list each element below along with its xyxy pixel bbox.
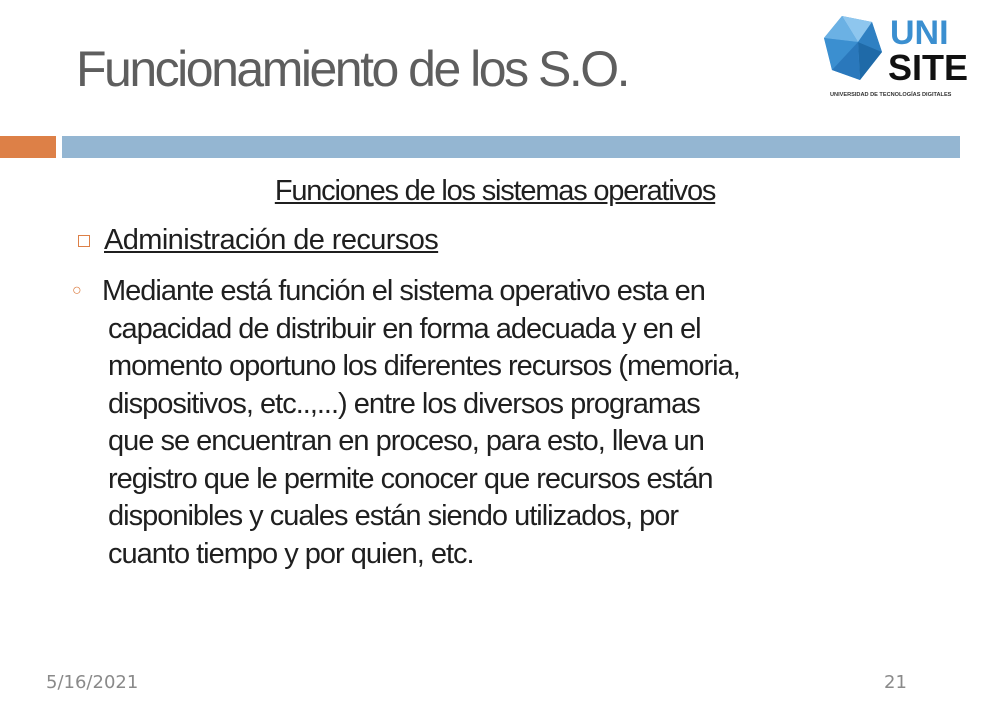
circle-bullet-icon: ○ xyxy=(72,282,81,299)
logo-uni-text: UNI xyxy=(890,14,949,52)
slide-title: Funcionamiento de los S.O. xyxy=(76,41,628,97)
unisite-logo xyxy=(818,8,969,108)
bullet-text: Administración de recursos xyxy=(104,224,439,256)
logo-site-text: SITE xyxy=(888,47,969,88)
body-paragraph xyxy=(72,272,912,573)
paragraph-line: registro que le permite conocer que recursos están xyxy=(108,462,713,495)
accent-bar-blue xyxy=(62,136,960,158)
footer-date: 5/16/2021 xyxy=(46,672,139,693)
paragraph-line: disponibles y cuales están siendo utilizados, por xyxy=(108,500,679,532)
square-bullet-icon xyxy=(78,235,90,247)
logo-graphic xyxy=(818,8,969,108)
paragraph-line-text: Mediante está función el sistema operativo esta en xyxy=(102,275,705,307)
bullet-item xyxy=(78,224,438,257)
paragraph-line: momento oportuno los diferentes recursos (memoria, xyxy=(108,350,740,382)
paragraph-line: cuanto tiempo y por quien, etc. xyxy=(108,537,474,570)
paragraph-line: dispositivos, etc..,...) entre los diversos programas xyxy=(108,387,700,420)
paragraph-line: que se encuentran en proceso, para esto, lleva un xyxy=(108,425,704,457)
logo-tagline: UNIVERSIDAD DE TECNOLOGÍAS DIGITALES xyxy=(830,92,952,98)
paragraph-line xyxy=(72,272,912,311)
paragraph-line: capacidad de distribuir en forma adecuada y en el xyxy=(108,312,701,345)
slide-subtitle: Funciones de los sistemas operativos xyxy=(274,175,716,207)
accent-bar-orange xyxy=(0,136,56,158)
page-number: 21 xyxy=(884,672,907,693)
